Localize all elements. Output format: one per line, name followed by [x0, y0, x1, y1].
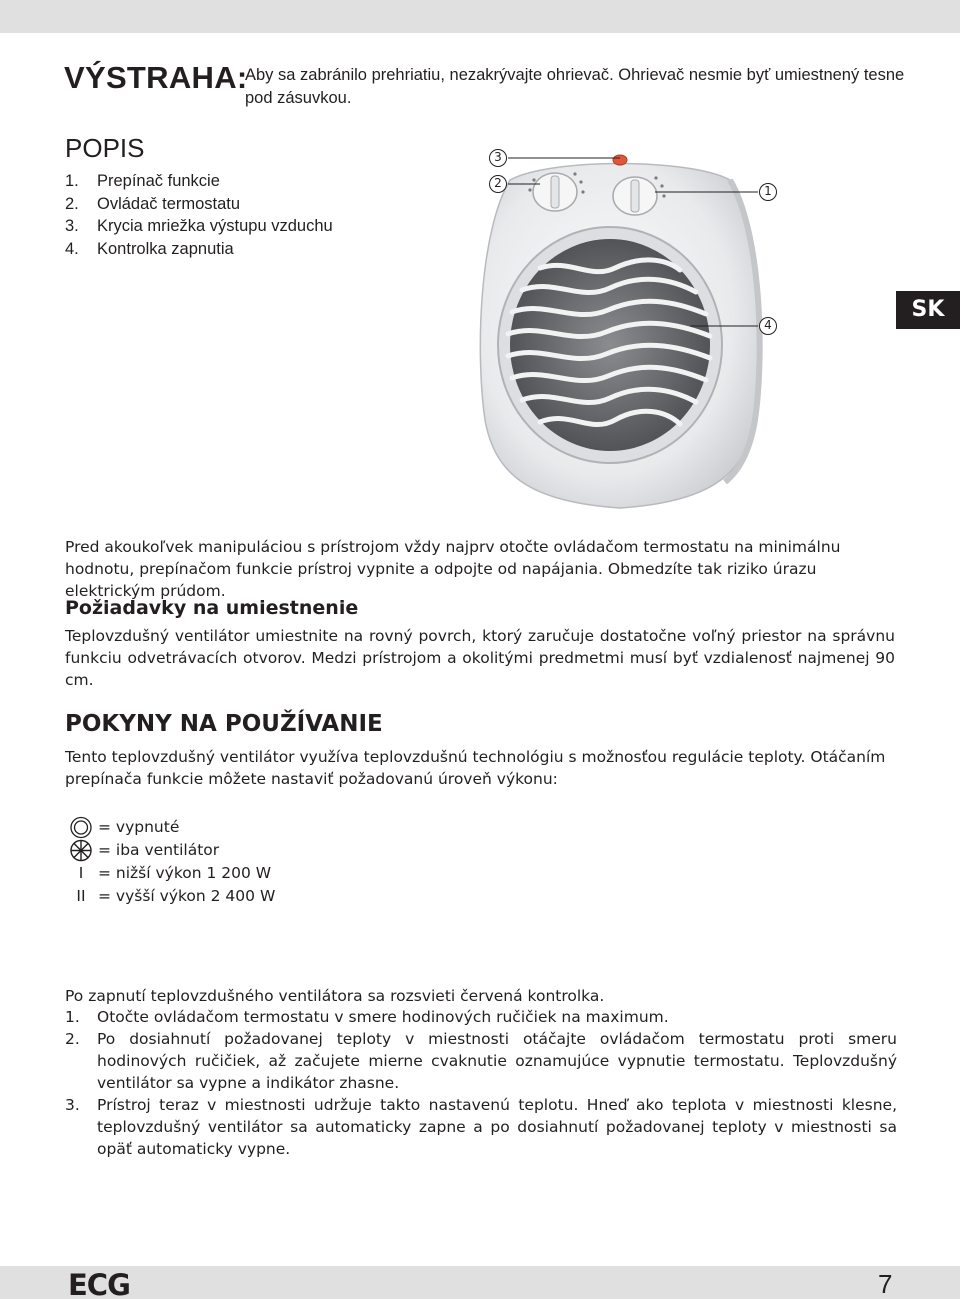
off-circle-icon [68, 816, 94, 839]
parts-list-item: 1. Prepínač funkcie [65, 172, 220, 190]
parts-list-item: 3. Krycia mriežka výstupu vzduchu [65, 217, 333, 235]
heater-figure [440, 140, 800, 530]
step-item: 2. Po dosiahnutí požadovanej teploty v miestnosti otáčajte ovládačom termostatu proti smeru hodinových ručičiek, až začujete mierne cvaknutie oznamujúce vypnutie termostatu. Teplovzdušný ventilátor sa vypne a indikátor zhasne. [65, 1030, 897, 1092]
parts-list [65, 170, 333, 260]
heater-illustration [440, 140, 800, 530]
page-number: 7 [878, 1269, 893, 1299]
callout-2: 2 [489, 175, 507, 193]
parts-list-item: 2. Ovládač termostatu [65, 194, 241, 213]
fan-icon [67, 839, 95, 862]
warning-title: VÝSTRAHA: [64, 60, 248, 95]
steps-list [65, 1006, 897, 1160]
language-tab: SK [896, 291, 960, 329]
safety-paragraph: Pred akoukoľvek manipuláciou s prístrojom vždy najprv otočte ovládačom termostatu na minimálnu hodnotu, prepínačom funkcie prístroj vypnite a odpojte od napájania. Obmedzíte tak riziko úrazu elektrickým prúdom. [65, 538, 841, 600]
brand-logo: ECG [68, 1268, 130, 1299]
top-band [0, 0, 960, 33]
step-item: 3. Prístroj teraz v miestnosti udržuje takto nastavenú teplotu. Hneď ako teplota v miestnosti klesne, teplovzdušný ventilátor sa automaticky zapne a po dosiahnutí požadovanej teploty v miestnosti sa opäť automaticky vypne. [65, 1096, 897, 1158]
bottom-band [0, 1266, 960, 1299]
callout-3: 3 [489, 149, 507, 167]
callout-1: 1 [759, 183, 777, 201]
warning-text: Aby sa zabránilo prehriatiu, nezakrývajte ohrievač. Ohrievač nesmie byť umiestnený tesne pod zásuvkou. [245, 66, 905, 107]
callout-4: 4 [759, 317, 777, 335]
placement-text: Teplovzdušný ventilátor umiestnite na rovný povrch, ktorý zaručuje dostatočne voľný priestor na správnu funkciu odvetrávacích otvorov. Medzi prístrojom a okolitými predmetmi musí byť vzdialenosť najmenej 90 cm. [65, 627, 895, 689]
usage-text: Tento teplovzdušný ventilátor využíva teplovzdušnú technológiu s možnosťou regulácie teploty. Otáčaním prepínača funkcie môžete nastaviť požadovanú úroveň výkonu: [65, 748, 886, 788]
usage-title: POKYNY NA POUŽÍVANIE [65, 711, 383, 737]
after-on-text: Po zapnutí teplovzdušného ventilátora sa rozsvieti červená kontrolka. [65, 987, 605, 1005]
step-item: 1. Otočte ovládačom termostatu v smere hodinových ručičiek na maximum. [65, 1008, 669, 1026]
placement-title: Požiadavky na umiestnenie [65, 597, 359, 619]
description-title: POPIS [65, 133, 145, 163]
parts-list-item: 4. Kontrolka zapnutia [65, 239, 234, 258]
